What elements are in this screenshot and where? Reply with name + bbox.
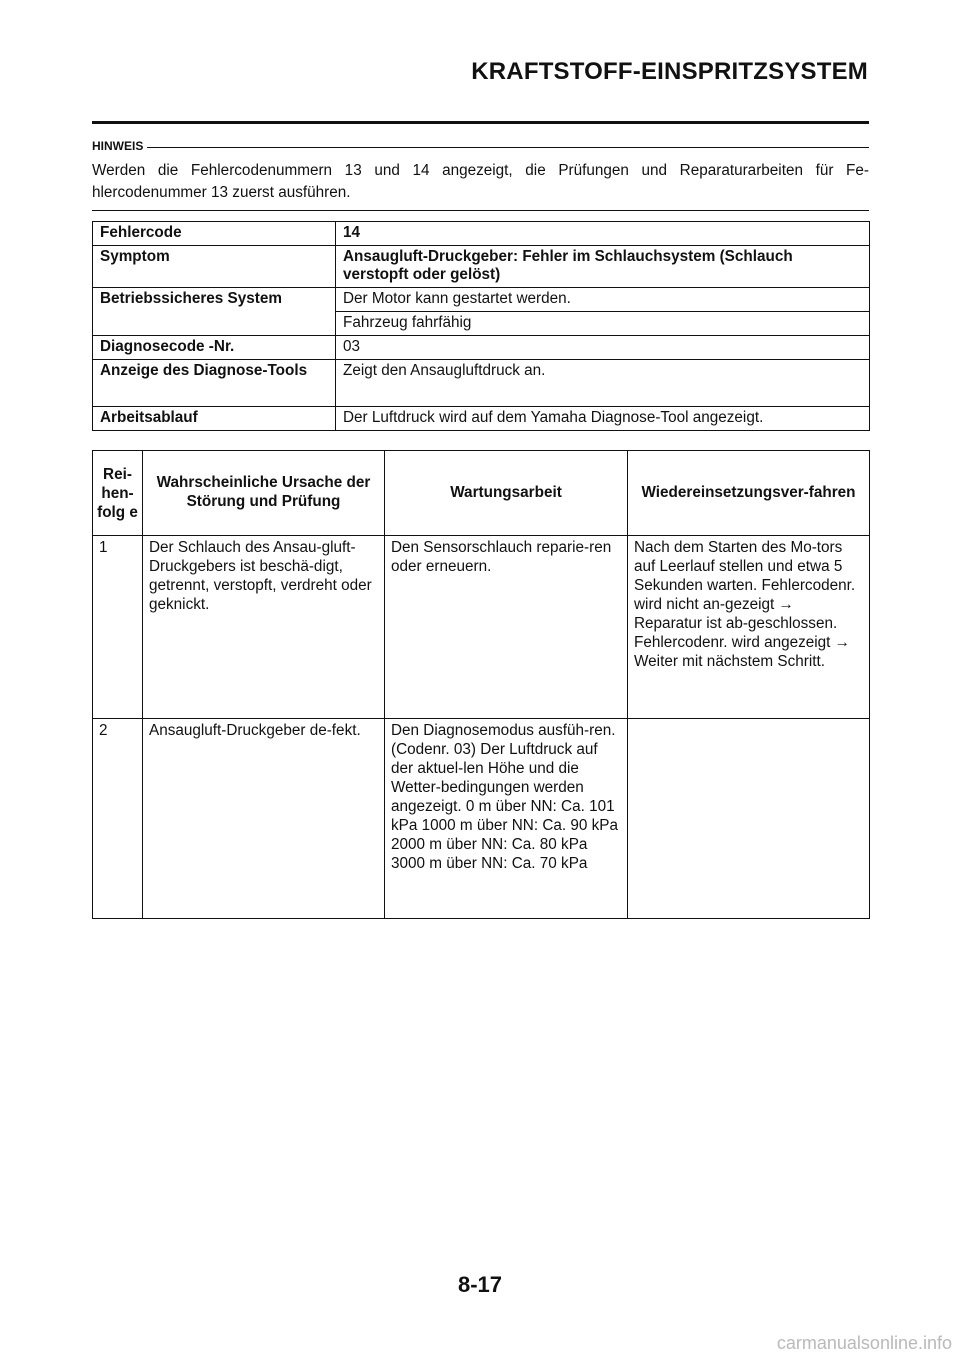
- procedure-header-row: [93, 451, 870, 536]
- header-restore: Wiedereinsetzungsver-fahren: [628, 451, 870, 536]
- procedure-table: [92, 450, 870, 919]
- betrieb-label: Betriebssicheres System: [93, 288, 336, 336]
- note-heading: [92, 139, 869, 153]
- note-end-rule: [92, 210, 869, 211]
- header-cause: Wahrscheinliche Ursache der Störung und Prüfung: [143, 451, 385, 536]
- row-arbeitsablauf: [93, 407, 870, 431]
- row-diagnosecode: [93, 336, 870, 360]
- betrieb-value-2: Fahrzeug fahrfähig: [336, 312, 870, 336]
- page-number: 8-17: [457, 1272, 503, 1297]
- betrieb-value-1: Der Motor kann gestartet werden.: [336, 288, 870, 312]
- row-betrieb-1: [93, 288, 870, 312]
- ablauf-value: Der Luftdruck wird auf dem Yamaha Diagnose-Tool angezeigt.: [336, 407, 870, 431]
- fehlercode-value: 14: [336, 222, 870, 246]
- fault-info-table: [92, 221, 870, 431]
- step-cause: Ansaugluft-Druckgeber de-fekt.: [143, 719, 385, 919]
- step-number: 1: [93, 536, 143, 719]
- anzeige-value: Zeigt den Ansaugluftdruck an.: [336, 360, 870, 407]
- table-row: [93, 536, 870, 719]
- ablauf-label: Arbeitsablauf: [93, 407, 336, 431]
- step-maintenance: Den Diagnosemodus ausfüh-ren. (Codenr. 03) Der Luftdruck auf der aktuel-len Höhe und die Wetter-bedingungen werden angezeigt. 0 m über NN: Ca. 101 kPa 1000 m über NN: Ca. 90 kPa 2000 m über NN: Ca. 80 kPa 3000 m über NN: Ca. 70 kPa: [385, 719, 628, 919]
- step-maintenance: Den Sensorschlauch reparie-ren oder erneuern.: [385, 536, 628, 719]
- header-order: Rei-hen-folg e: [93, 451, 143, 536]
- step-restore: Nach dem Starten des Mo-tors auf Leerlauf stellen und etwa 5 Sekunden warten. Fehlercodenr. wird nicht an-gezeigt → Reparatur ist ab-geschlossen. Fehlercodenr. wird angezeigt → Weiter mit nächstem Schritt.: [628, 536, 870, 719]
- fehlercode-label: Fehlercode: [93, 222, 336, 246]
- row-fehlercode: [93, 222, 870, 246]
- step-number: 2: [93, 719, 143, 919]
- anzeige-label: Anzeige des Diagnose-Tools: [93, 360, 336, 407]
- symptom-label: Symptom: [93, 246, 336, 288]
- step-restore: [628, 719, 870, 919]
- step-cause: Der Schlauch des Ansau-gluft-Druckgebers ist beschä-digt, getrennt, verstopft, verdreht oder geknickt.: [143, 536, 385, 719]
- note-label: HINWEIS: [92, 139, 144, 153]
- page-title: KRAFTSTOFF-EINSPRITZSYSTEM: [471, 58, 868, 85]
- diag-value: 03: [336, 336, 870, 360]
- header-maintenance: Wartungsarbeit: [385, 451, 628, 536]
- title-rule: [92, 121, 869, 124]
- row-anzeige: [93, 360, 870, 407]
- row-symptom: [93, 246, 870, 288]
- diag-label: Diagnosecode -Nr.: [93, 336, 336, 360]
- table-row: [93, 719, 870, 919]
- symptom-value: Ansaugluft-Druckgeber: Fehler im Schlauchsystem (Schlauch verstopft oder gelöst): [336, 246, 870, 288]
- note-text: Werden die Fehlercodenummern 13 und 14 angezeigt, die Prüfungen und Reparaturarbeiten für Fe-hlercodenummer 13 zuerst ausführen.: [92, 162, 869, 201]
- note-heading-rule: [147, 147, 869, 148]
- watermark: carmanualsonline.info: [776, 1333, 952, 1353]
